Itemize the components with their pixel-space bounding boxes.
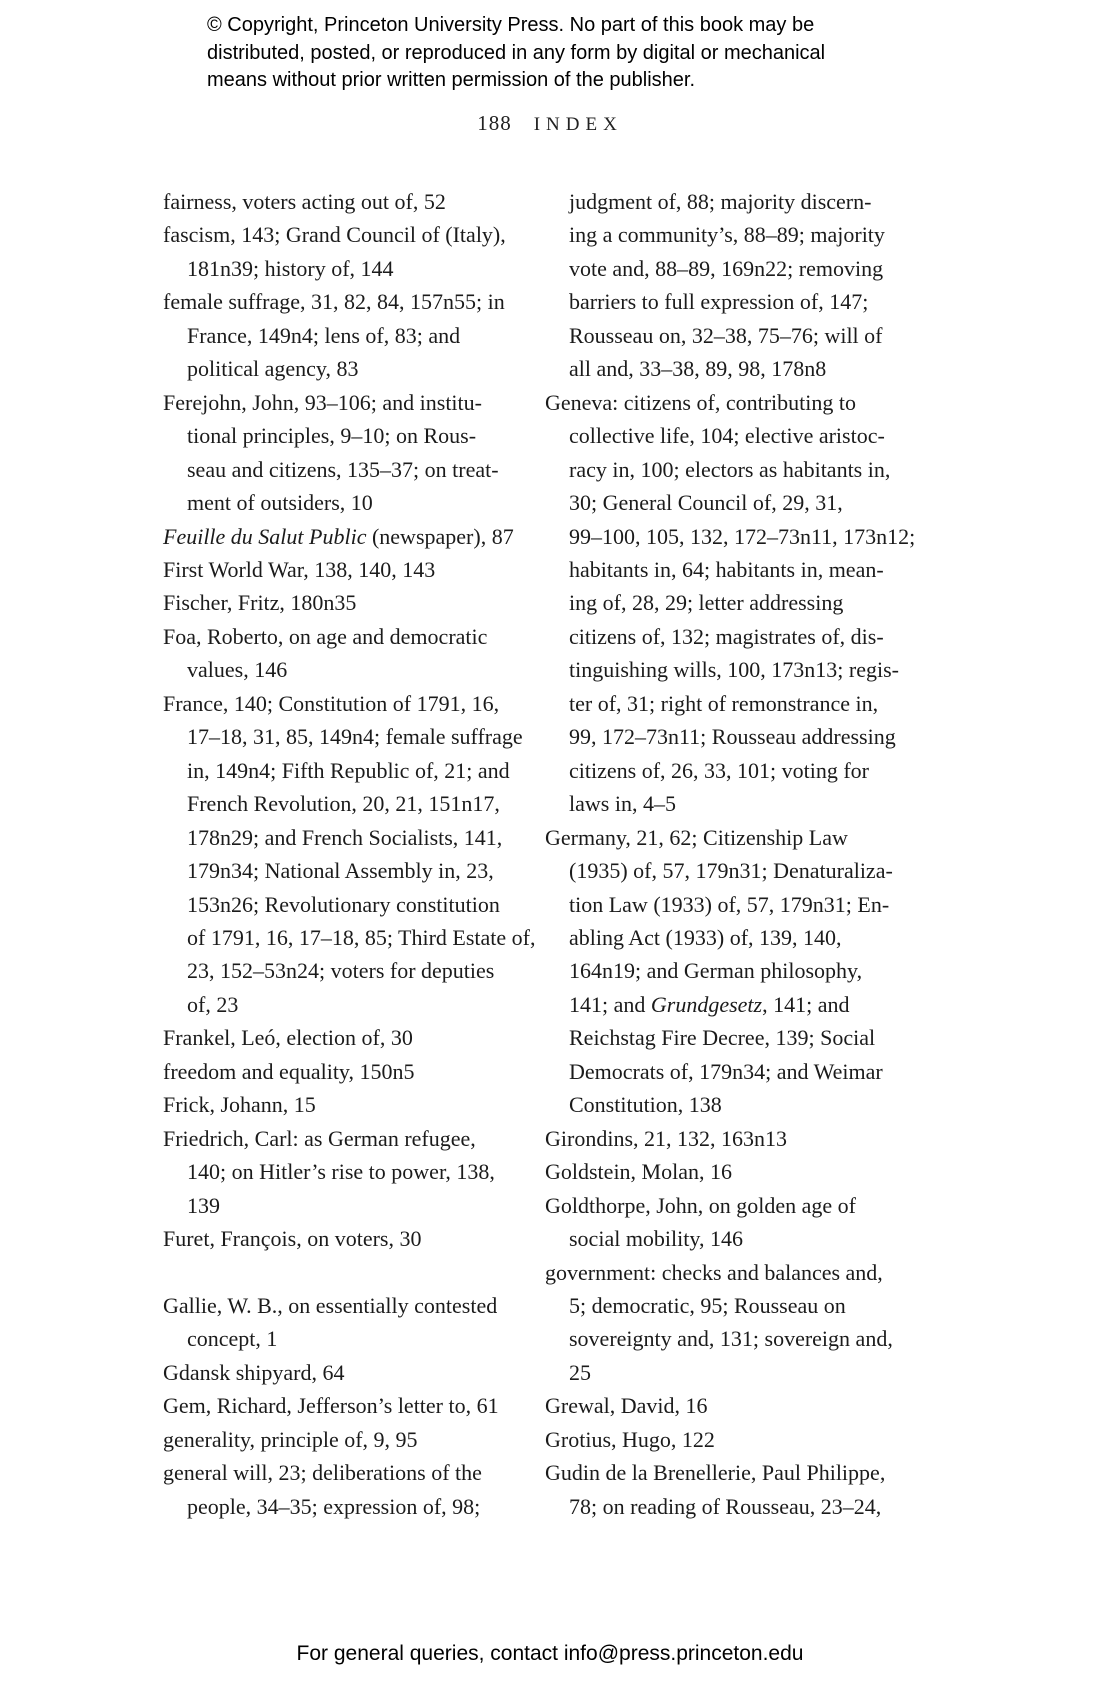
entry-line: ment of outsiders, 10 xyxy=(187,490,373,516)
entry-line: 17–18, 31, 85, 149n4; female suffrage xyxy=(187,724,523,750)
entry-line: 99, 172–73n11; Rousseau addressing xyxy=(569,724,896,750)
index-entry xyxy=(545,821,965,1122)
entry-line: 179n34; National Assembly in, 23, xyxy=(187,858,494,884)
entry-line: of, 23 xyxy=(187,991,239,1017)
entry-line: Reichstag Fire Decree, 139; Social xyxy=(569,1025,876,1051)
index-entry xyxy=(545,386,965,821)
entry-line xyxy=(163,520,538,553)
entry-line: 23, 152–53n24; voters for deputies xyxy=(187,958,495,984)
entry-line: 153n26; Revolutionary constitution xyxy=(187,891,500,917)
entry-line: ter of, 31; right of remonstrance in, xyxy=(569,690,879,716)
entry-line: people, 34–35; expression of, 98; xyxy=(187,1493,481,1519)
index-entry xyxy=(163,218,538,285)
entry-line: Gem, Richard, Jefferson’s letter to, 61 xyxy=(163,1393,499,1419)
entry-line: 25 xyxy=(569,1359,591,1385)
entry-line: Frick, Johann, 15 xyxy=(163,1092,316,1118)
entry-line: of 1791, 16, 17–18, 85; Third Estate of, xyxy=(187,924,536,950)
entry-line: in, 149n4; Fifth Republic of, 21; and xyxy=(187,757,510,783)
entry-line: fascism, 143; Grand Council of (Italy), xyxy=(163,222,506,248)
entry-line: Friedrich, Carl: as German refugee, xyxy=(163,1125,476,1151)
entry-line: social mobility, 146 xyxy=(569,1226,743,1252)
entry-line: fairness, voters acting out of, 52 xyxy=(163,189,446,214)
entry-line: 5; democratic, 95; Rousseau on xyxy=(569,1292,846,1318)
entry-line: laws in, 4–5 xyxy=(569,791,676,817)
entry-line: 178n29; and French Socialists, 141, xyxy=(187,824,503,850)
entry-line: citizens of, 132; magistrates of, dis- xyxy=(569,623,884,649)
entry-line: 140; on Hitler’s rise to power, 138, xyxy=(187,1159,495,1185)
index-entry xyxy=(163,1088,538,1121)
entry-line: habitants in, 64; habitants in, mean- xyxy=(569,556,884,582)
index-entry xyxy=(163,1389,538,1422)
entry-line: Gudin de la Brenellerie, Paul Philippe, xyxy=(545,1460,886,1486)
index-column-right xyxy=(545,185,965,1523)
entry-line: barriers to full expression of, 147; xyxy=(569,289,869,315)
index-entry xyxy=(163,553,538,586)
entry-line: Girondins, 21, 132, 163n13 xyxy=(545,1125,787,1151)
entry-line: Fischer, Fritz, 180n35 xyxy=(163,590,357,616)
entry-line: all and, 33–38, 89, 98, 178n8 xyxy=(569,356,827,382)
entry-line: political agency, 83 xyxy=(187,356,359,382)
index-entry xyxy=(163,1222,538,1255)
plain-text: (newspaper), 87 xyxy=(366,523,514,549)
copyright-line: © Copyright, Princeton University Press. No part of this book may be xyxy=(207,14,815,36)
copyright-line: distributed, posted, or reproduced in any form by digital or mechanical xyxy=(207,41,826,64)
index-entry xyxy=(163,1289,538,1356)
index-entry xyxy=(545,1122,965,1155)
entry-line: Grotius, Hugo, 122 xyxy=(545,1426,715,1452)
entry-line: 181n39; history of, 144 xyxy=(187,255,394,281)
index-entry xyxy=(545,1189,965,1256)
entry-line: citizens of, 26, 33, 101; voting for xyxy=(569,757,870,783)
entry-line: tion Law (1933) of, 57, 179n31; En- xyxy=(569,891,890,917)
index-entry xyxy=(545,1256,965,1390)
index-entry xyxy=(545,1155,965,1188)
index-entry xyxy=(163,1423,538,1456)
index-entry xyxy=(545,1456,965,1523)
entry-line: general will, 23; deliberations of the xyxy=(163,1460,482,1486)
entry-line: racy in, 100; electors as habitants in, xyxy=(569,456,891,482)
index-entry xyxy=(163,386,538,520)
entry-line: ing a community’s, 88–89; majority xyxy=(569,222,885,248)
italic-text: Grundgesetz xyxy=(650,991,763,1017)
footer-contact-line: For general queries, contact info@press.princeton.edu xyxy=(296,1642,804,1665)
copyright-line: means without prior written permission of the publisher. xyxy=(207,69,696,91)
page-header xyxy=(0,111,1100,136)
index-entry xyxy=(163,687,538,1022)
index-entry xyxy=(545,1389,965,1422)
entry-line: judgment of, 88; majority discern- xyxy=(569,189,872,214)
index-entry xyxy=(163,520,538,553)
entry-line: Furet, François, on voters, 30 xyxy=(163,1226,422,1252)
index-entry xyxy=(163,285,538,385)
entry-line: France, 140; Constitution of 1791, 16, xyxy=(163,690,500,716)
entry-line: collective life, 104; elective aristoc- xyxy=(569,423,885,449)
entry-line: Gallie, W. B., on essentially contested xyxy=(163,1292,498,1318)
entry-line: Democrats of, 179n34; and Weimar xyxy=(569,1058,883,1084)
index-entry xyxy=(163,185,538,218)
entry-line: Constitution, 138 xyxy=(569,1092,722,1118)
entry-line: Gdansk shipyard, 64 xyxy=(163,1359,345,1385)
entry-line: Rousseau on, 32–38, 75–76; will of xyxy=(569,322,883,348)
copyright-notice xyxy=(207,12,825,95)
entry-line: First World War, 138, 140, 143 xyxy=(163,556,436,582)
index-entry xyxy=(545,185,965,386)
entry-line: generality, principle of, 9, 95 xyxy=(163,1426,418,1452)
entry-line xyxy=(545,988,965,1021)
page-number: 188 xyxy=(477,111,512,135)
italic-text: Feuille du Salut Public xyxy=(163,523,367,549)
index-column-left xyxy=(163,185,538,1523)
entry-line: government: checks and balances and, xyxy=(545,1259,883,1285)
entry-line: Goldstein, Molan, 16 xyxy=(545,1159,732,1185)
page-title: INDEX xyxy=(533,114,623,135)
entry-line: 99–100, 105, 132, 172–73n11, 173n12; xyxy=(569,523,916,549)
entry-line: seau and citizens, 135–37; on treat- xyxy=(187,456,499,482)
entry-line: Goldthorpe, John, on golden age of xyxy=(545,1192,856,1218)
index-entry xyxy=(163,1055,538,1088)
index-entry xyxy=(163,1021,538,1054)
entry-line: values, 146 xyxy=(187,657,288,683)
entry-line: French Revolution, 20, 21, 151n17, xyxy=(187,791,500,817)
entry-line: Frankel, Leó, election of, 30 xyxy=(163,1025,413,1051)
index-entry xyxy=(163,586,538,619)
entry-line: sovereignty and, 131; sovereign and, xyxy=(569,1326,893,1352)
entry-line: vote and, 88–89, 169n22; removing xyxy=(569,255,884,281)
entry-line: Geneva: citizens of, contributing to xyxy=(545,389,856,415)
plain-text: , 141; and xyxy=(762,991,850,1017)
entry-line: tinguishing wills, 100, 173n13; regis- xyxy=(569,657,899,683)
entry-line: 139 xyxy=(187,1192,220,1218)
index-entry xyxy=(163,1122,538,1222)
entry-line: 78; on reading of Rousseau, 23–24, xyxy=(569,1493,882,1519)
entry-line: concept, 1 xyxy=(187,1326,278,1352)
entry-line: ing of, 28, 29; letter addressing xyxy=(569,590,844,616)
entry-line: Grewal, David, 16 xyxy=(545,1393,708,1419)
entry-line: Germany, 21, 62; Citizenship Law xyxy=(545,824,848,850)
index-entry xyxy=(163,620,538,687)
entry-line: France, 149n4; lens of, 83; and xyxy=(187,322,461,348)
index-entry xyxy=(163,1456,538,1523)
entry-line: abling Act (1933) of, 139, 140, xyxy=(569,924,842,950)
entry-line: tional principles, 9–10; on Rous- xyxy=(187,423,477,449)
entry-line: Ferejohn, John, 93–106; and institu- xyxy=(163,389,482,415)
entry-line: 164n19; and German philosophy, xyxy=(569,958,863,984)
entry-line: Foa, Roberto, on age and democratic xyxy=(163,623,488,649)
entry-line: freedom and equality, 150n5 xyxy=(163,1058,415,1084)
plain-text: 141; and xyxy=(569,991,651,1017)
index-entry xyxy=(545,1423,965,1456)
entry-line: (1935) of, 57, 179n31; Denaturaliza- xyxy=(569,858,893,884)
entry-line: female suffrage, 31, 82, 84, 157n55; in xyxy=(163,289,505,315)
entry-line: 30; General Council of, 29, 31, xyxy=(569,490,843,516)
index-entry xyxy=(163,1356,538,1389)
